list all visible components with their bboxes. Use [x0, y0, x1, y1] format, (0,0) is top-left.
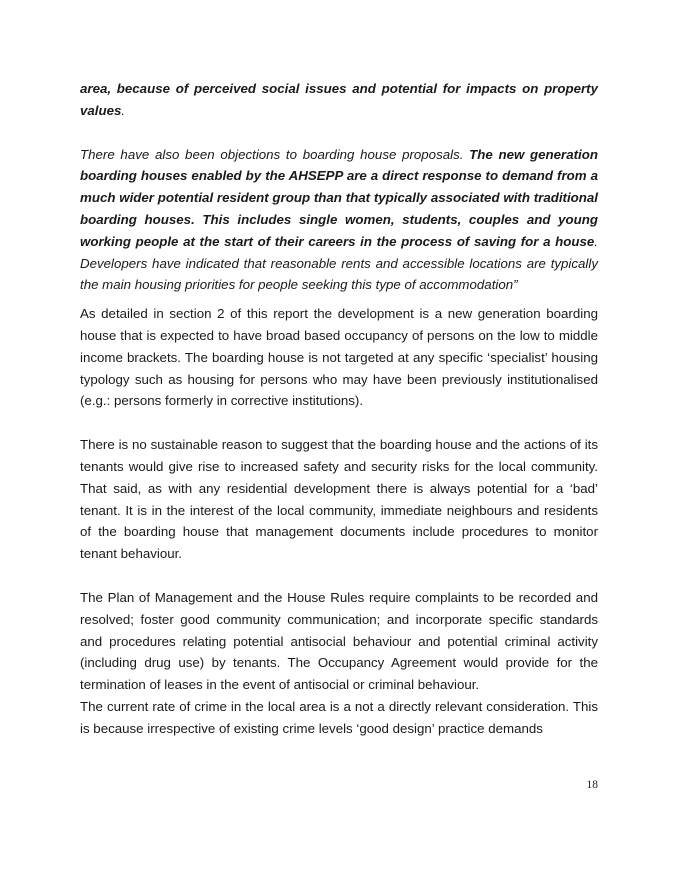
quote-end-text-2: . Developers have indicated that reasonable rents and accessible locations are typically the main housing priorities for people seeking this type of accommodation” — [80, 233, 598, 293]
body-paragraph-2: There is no sustainable reason to suggest that the boarding house and the actions of its tenants would give rise to increased safety and security risks for the local community. That said, as with any residential development there is always potential for a ‘bad’ tenant. It is in the interest of the local community, immediate neighbours and residents of the boarding house that management documents include procedures to monitor tenant behaviour. — [80, 437, 598, 562]
quote-bold-text-2: The new generation boarding houses enabled by the AHSEPP are a direct response to demand from a much wider potential resident group than that typically associated with traditional boarding houses. This includes single women, students, couples and young working people at the start of their careers in the process of saving for a house — [80, 146, 598, 249]
quoted-paragraph-1 — [80, 78, 598, 122]
quoted-paragraph-2 — [80, 144, 598, 297]
quote-end-text-1: . — [121, 102, 126, 118]
body-paragraph-4: The current rate of crime in the local area is a not a directly relevant consideration. This is because irrespective of existing crime levels ‘good design’ practice demands — [80, 698, 598, 736]
quote-intro-text: There have also been objections to boarding house proposals. — [80, 146, 470, 162]
page-number: 18 — [586, 779, 598, 791]
body-paragraph-1: As detailed in section 2 of this report the development is a new generation boarding house that is expected to have broad based occupancy of persons on the low to middle income brackets. The boarding house is not targeted at any specific ‘specialist’ housing typology such as housing for persons who may have been previously institutionalised (e.g.: persons formerly in corrective institutions). — [80, 306, 598, 409]
quote-bold-text-1: area, because of perceived social issues and potential for impacts on property values — [80, 81, 598, 118]
body-paragraph-3: The Plan of Management and the House Rules require complaints to be recorded and resolved; foster good community communication; and incorporate specific standards and procedures relating potential antisocial behaviour and potential criminal activity (including drug use) by tenants. The Occupancy Agreement would provide for the termination of leases in the event of antisocial or criminal behaviour. — [80, 589, 598, 693]
document-body — [80, 78, 598, 740]
